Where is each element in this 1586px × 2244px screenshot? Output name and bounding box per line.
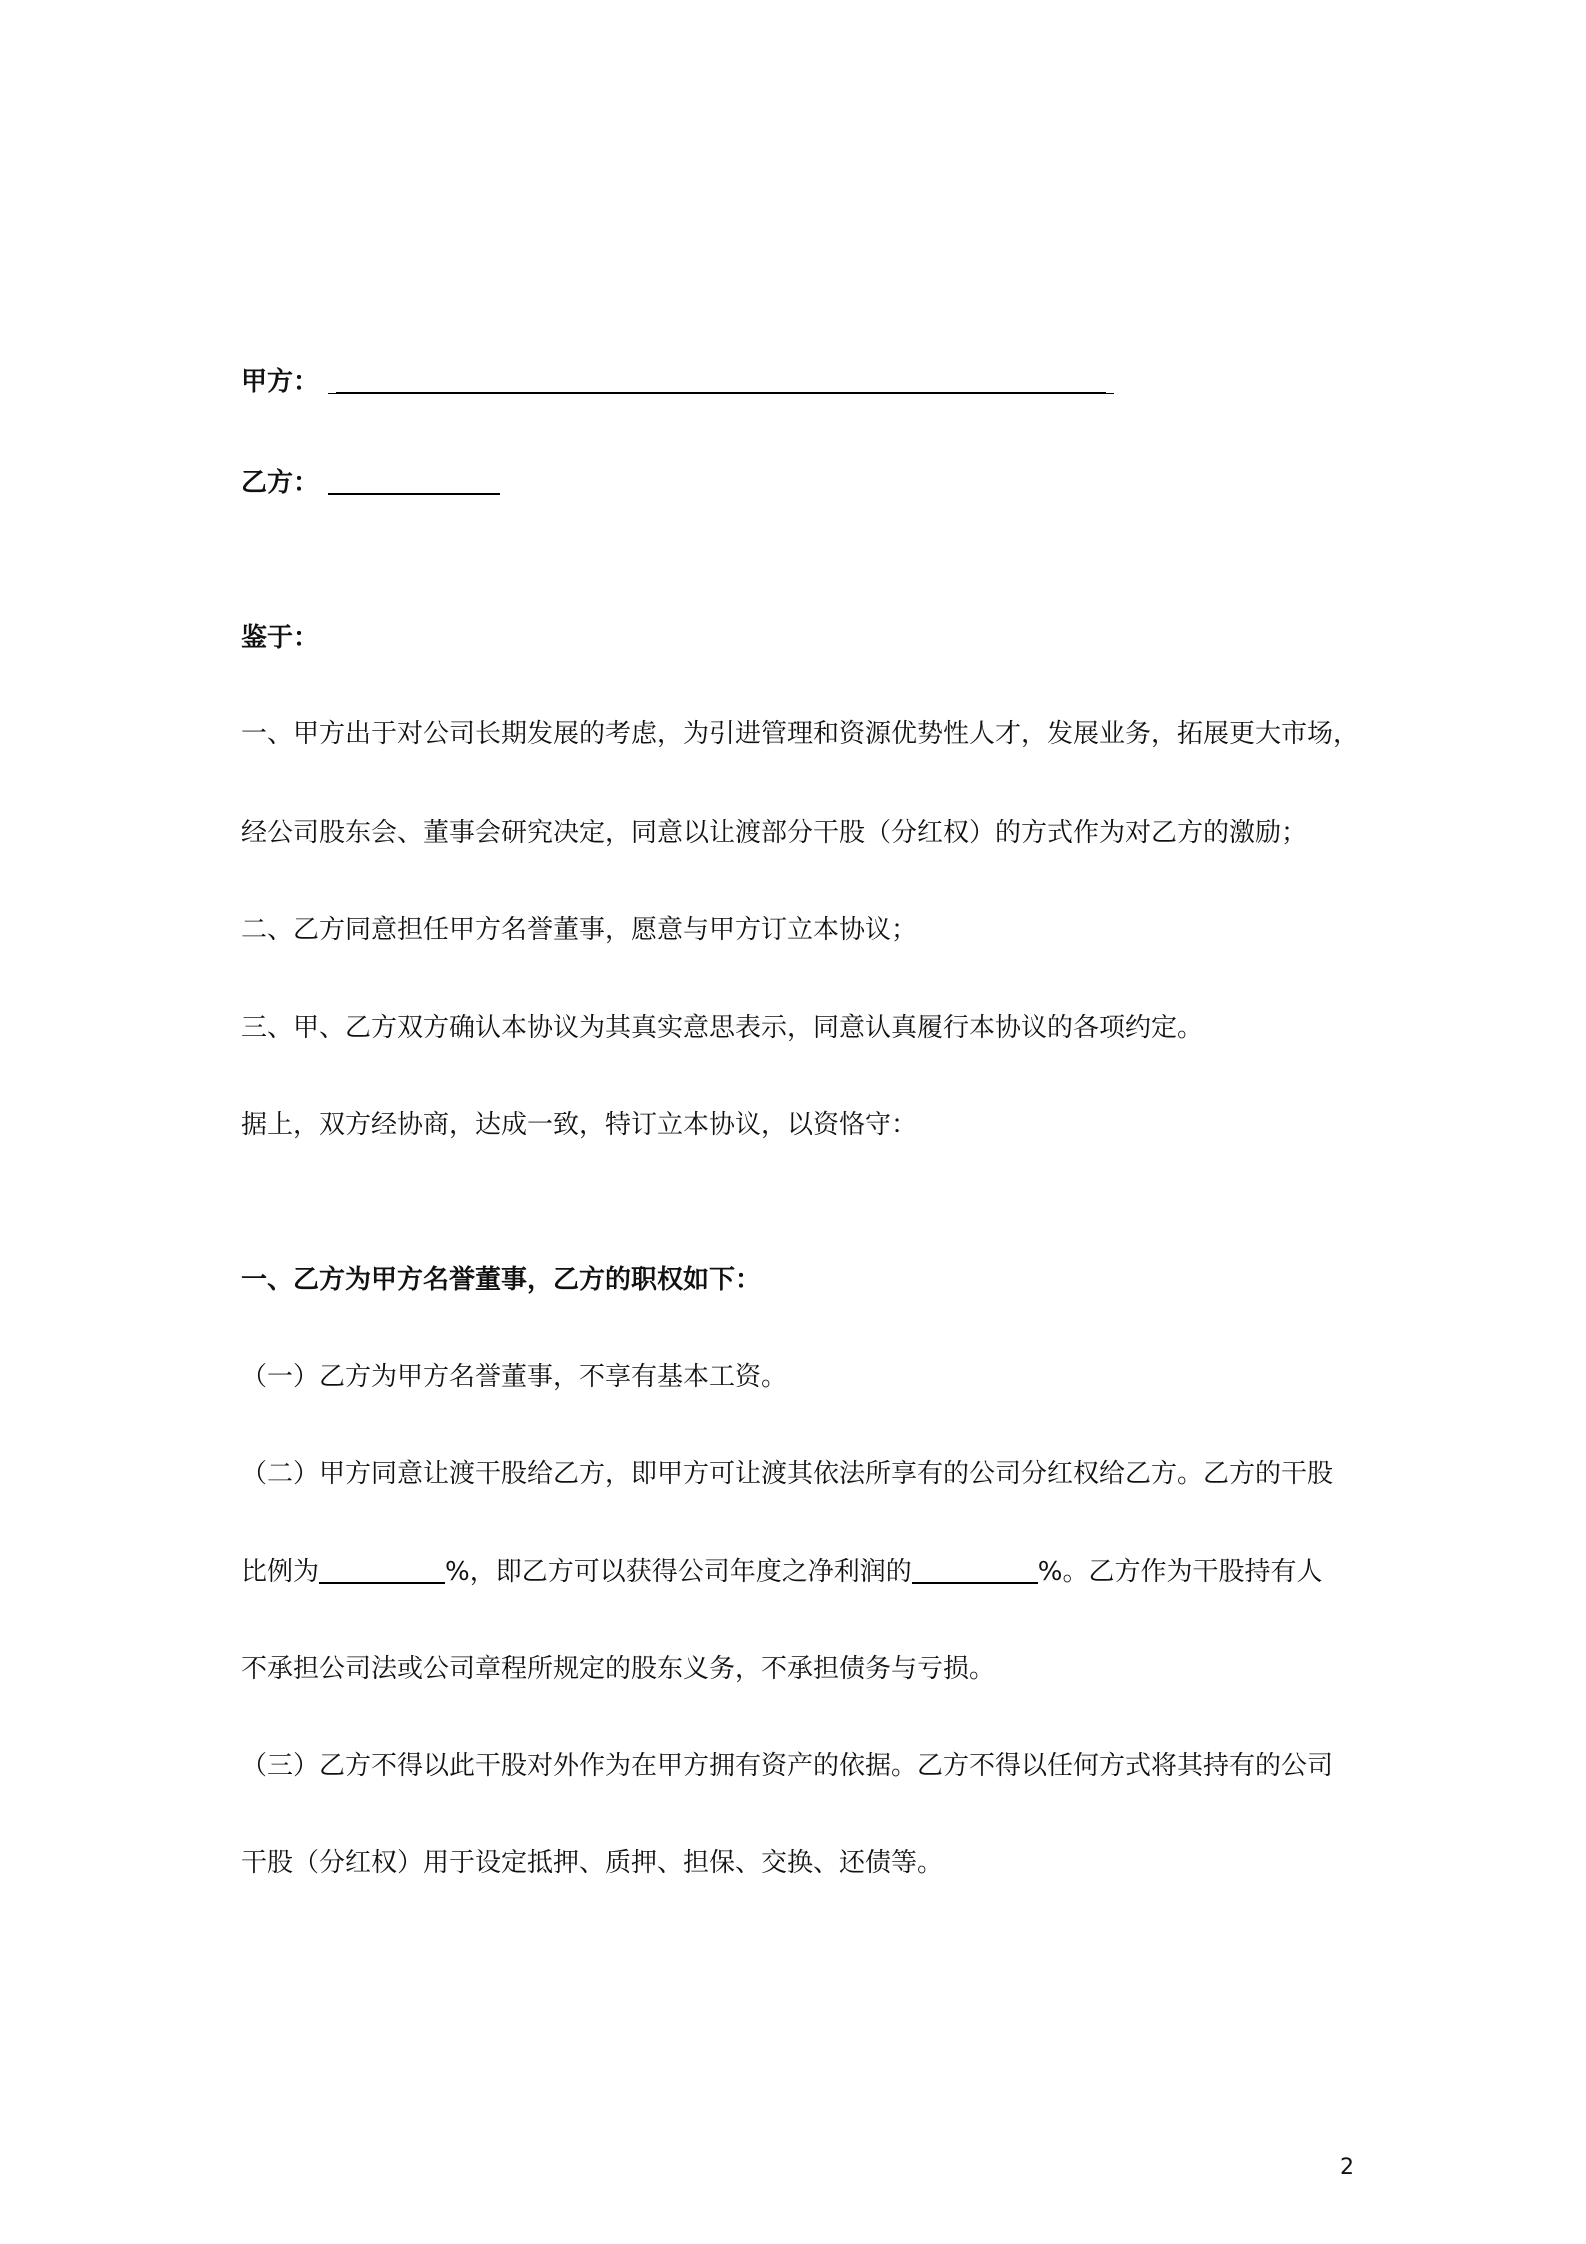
- section1-heading: 一、乙方为甲方名誉董事，乙方的职权如下：: [241, 1265, 762, 1295]
- clause-2-line1: （二）甲方同意让渡干股给乙方，即甲方可让渡其依法所享有的公司分红权给乙方。乙方的干股: [241, 1459, 1334, 1489]
- underline-mark: [328, 369, 336, 394]
- recital-1-cont: 经公司股东会、董事会研究决定，同意以让渡部分干股（分红权）的方式作为对乙方的激励；: [241, 818, 1308, 848]
- party-a-label: 甲方：: [241, 367, 320, 397]
- underline-mark: [1106, 369, 1114, 394]
- party-b-blank: [328, 465, 500, 495]
- clause-2-line2: [241, 1554, 1322, 1590]
- recital-conclusion: 据上，双方经协商，达成一致，特订立本协议，以资恪守：: [241, 1110, 918, 1140]
- clause-2-text-b: %，即乙方可以获得公司年度之净利润的: [445, 1557, 912, 1587]
- party-b-label: 乙方：: [241, 468, 320, 498]
- share-ratio-blank: [319, 1554, 445, 1584]
- recital-2: 二、乙方同意担任甲方名誉董事，愿意与甲方订立本协议；: [241, 915, 918, 945]
- clause-2-text-c: %。乙方作为干股持有人: [1037, 1557, 1323, 1587]
- recital-3: 三、甲、乙方双方确认本协议为其真实意思表示，同意认真履行本协议的各项约定。: [241, 1013, 1204, 1043]
- party-b-line: [241, 465, 500, 501]
- clause-2-line3: 不承担公司法或公司章程所规定的股东义务，不承担债务与亏损。: [241, 1654, 996, 1684]
- clause-3-line1: （三）乙方不得以此干股对外作为在甲方拥有资产的依据。乙方不得以任何方式将其持有的公司: [241, 1751, 1334, 1781]
- party-a-blank: [336, 364, 1106, 394]
- recital-1: 一、甲方出于对公司长期发展的考虑，为引进管理和资源优势性人才，发展业务，拓展更大市场，: [241, 719, 1360, 749]
- clause-3-line2: 干股（分红权）用于设定抵押、质押、担保、交换、还债等。: [241, 1848, 944, 1878]
- page-number: 2: [1340, 2155, 1354, 2180]
- profit-ratio-blank: [912, 1554, 1038, 1584]
- clause-1: （一）乙方为甲方名誉董事，不享有基本工资。: [241, 1362, 788, 1392]
- party-a-line: [241, 364, 1114, 400]
- whereas-heading: 鉴于：: [241, 623, 320, 653]
- clause-2-text-a: 比例为: [241, 1557, 320, 1587]
